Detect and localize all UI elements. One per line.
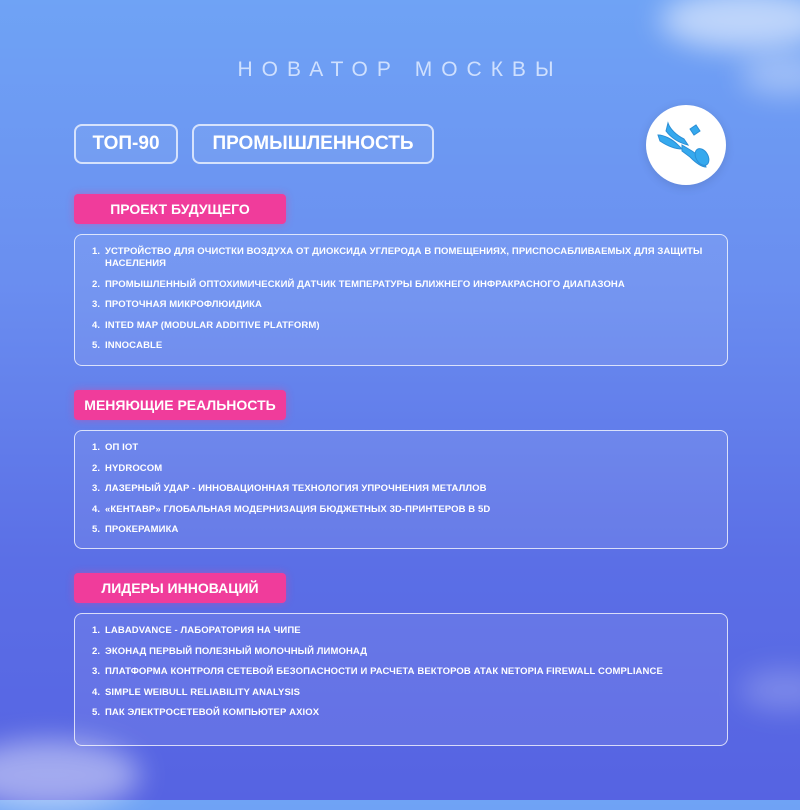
- section-list-box: [74, 234, 728, 366]
- rank-badge: ТОП-90: [74, 124, 178, 164]
- list-item: 2. HYDROCOM: [92, 462, 163, 474]
- section-list-box: [74, 613, 728, 746]
- list-item: 5. ПРОКЕРАМИКА: [92, 524, 179, 535]
- list-item: 3. ПЛАТФОРМА КОНТРОЛЯ СЕТЕВОЙ БЕЗОПАСНОСТИ И РАСЧЕТА ВЕКТОРОВ АТАК NETOPIA FIREWALL COMPLIANCE: [92, 666, 663, 677]
- section-title: ПРОЕКТ БУДУЩЕГО: [74, 194, 286, 224]
- section-title: МЕНЯЮЩИЕ РЕАЛЬНОСТЬ: [74, 390, 286, 420]
- category-badge: ПРОМЫШЛЕННОСТЬ: [192, 124, 434, 164]
- list-item: 4. «КЕНТАВР» ГЛОБАЛЬНАЯ МОДЕРНИЗАЦИЯ БЮДЖЕТНЫХ 3D-ПРИНТЕРОВ В 5D: [92, 503, 491, 515]
- list-item: 1. OП IOT: [92, 442, 139, 453]
- logo: [646, 105, 726, 185]
- list-item: 5. ПАК ЭЛЕКТРОСЕТЕВОЙ КОМПЬЮТЕР AXIOX: [92, 707, 320, 718]
- section-list-box: [74, 430, 728, 549]
- list-item: 3. ЛАЗЕРНЫЙ УДАР - ИННОВАЦИОННАЯ ТЕХНОЛОГИЯ УПРОЧНЕНИЯ МЕТАЛЛОВ: [92, 483, 487, 494]
- section-title: ЛИДЕРЫ ИННОВАЦИЙ: [74, 573, 286, 603]
- list-item: 1. LABADVANCE - ЛАБОРАТОРИЯ НА ЧИПЕ: [92, 625, 301, 636]
- propeller-icon: [646, 105, 726, 185]
- list-item: 4. INTED MAP (MODULAR ADDITIVE PLATFORM): [92, 319, 320, 331]
- cloud-decoration: [660, 0, 800, 50]
- list-item: 2. ПРОМЫШЛЕННЫЙ ОПТОХИМИЧЕСКИЙ ДАТЧИК ТЕМПЕРАТУРЫ БЛИЖНЕГО ИНФРАКРАСНОГО ДИАПАЗОНА: [92, 278, 625, 290]
- list-item: 5. INNOCABLE: [92, 340, 163, 351]
- list-item: 4. SIMPLE WEIBULL RELIABILITY ANALYSIS: [92, 686, 301, 698]
- brand-title: НОВАТОР МОСКВЫ: [237, 58, 563, 81]
- cloud-decoration: [740, 670, 800, 710]
- list-item: 3. ПРОТОЧНАЯ МИКРОФЛЮИДИКА: [92, 299, 262, 310]
- list-item: 2. ЭКОНАД ПЕРВЫЙ ПОЛЕЗНЫЙ МОЛОЧНЫЙ ЛИМОНАД: [92, 645, 368, 657]
- list-item: 1. УСТРОЙСТВО ДЛЯ ОЧИСТКИ ВОЗДУХА ОТ ДИОКСИДА УГЛЕРОДА В ПОМЕЩЕНИЯХ, ПРИСПОСАБЛИВАЕМЫХ ДЛЯ ЗАЩИТЫ НАСЕЛЕНИЯ: [92, 246, 703, 269]
